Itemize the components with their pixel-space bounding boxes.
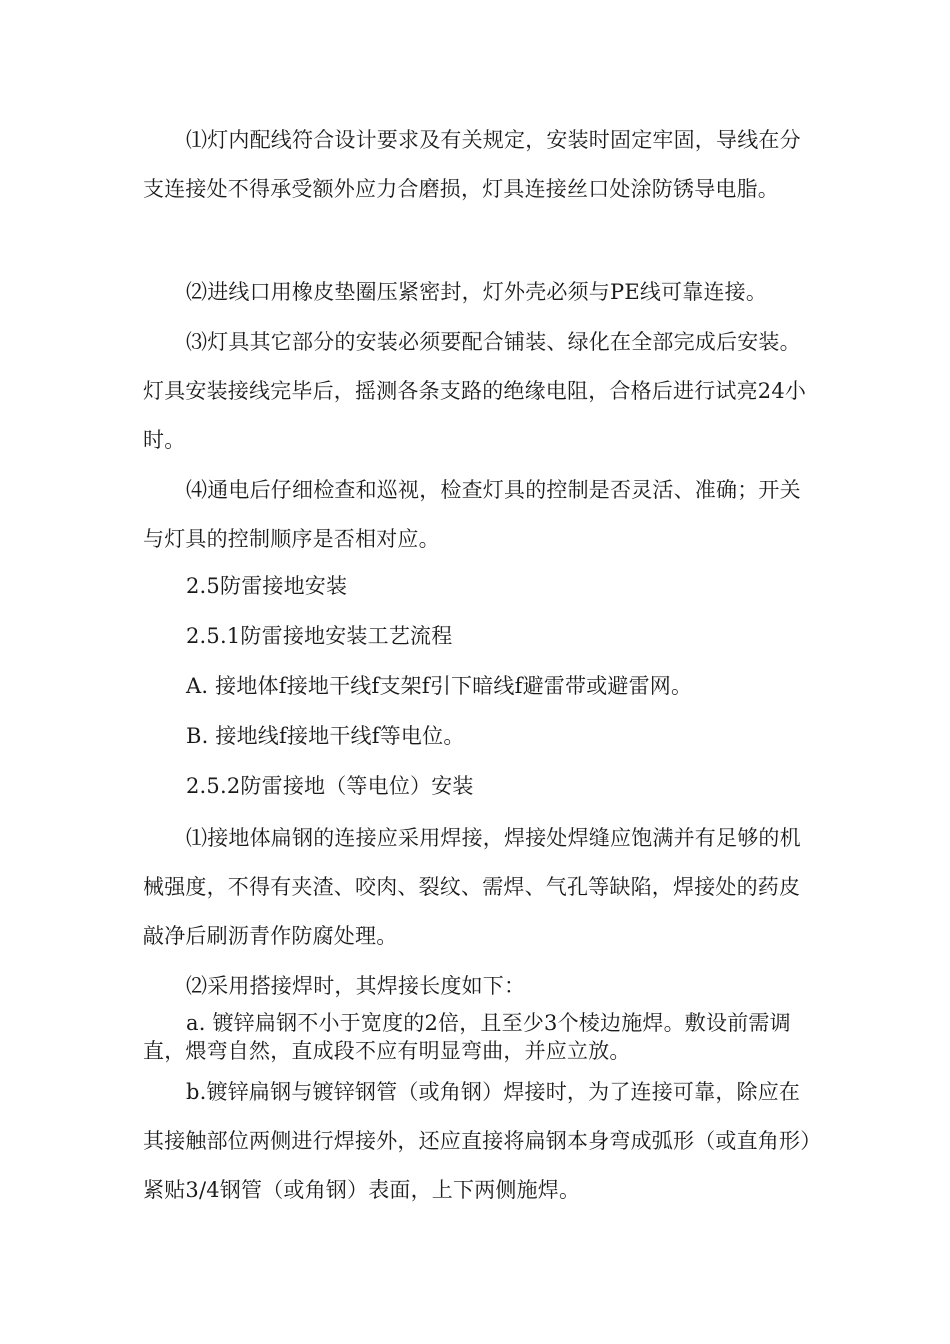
process-flow-b: B. 接地线f接地干线f等电位。	[186, 724, 465, 748]
paragraph-item-b: b.镀锌扁钢与镀锌钢管（或角钢）焊接时，为了连接可靠，除应在其接触部位两侧进行焊接外，还应直接将扁钢本身弯成弧形（或直角形）紧贴3/4钢管（或角钢）表面，上下两侧施焊。	[143, 1080, 811, 1202]
section-heading-2-5-2: 2.5.2防雷接地（等电位）安装	[186, 774, 474, 798]
paragraph-1: ⑴灯内配线符合设计要求及有关规定，安装时固定牢固，导线在分支连接处不得承受额外应力合磨损，灯具连接丝口处涂防锈导电脂。	[143, 128, 801, 201]
paragraph-welding: ⑴接地体扁钢的连接应采用焊接，焊接处焊缝应饱满并有足够的机械强度，不得有夹渣、咬肉、裂纹、需焊、气孔等缺陷，焊接处的药皮敲净后刷沥青作防腐处理。	[143, 826, 801, 948]
section-heading-2-5-1: 2.5.1防雷接地安装工艺流程	[186, 624, 453, 648]
paragraph-4: ⑷通电后仔细检查和巡视，检查灯具的控制是否灵活、准确；开关与灯具的控制顺序是否相对应。	[143, 478, 801, 551]
paragraph-lap-welding: ⑵采用搭接焊时，其焊接长度如下：	[186, 974, 526, 998]
paragraph-3: ⑶灯具其它部分的安装必须要配合铺装、绿化在全部完成后安装。灯具安装接线完毕后，摇测各条支路的绝缘电阻，合格后进行试亮24小时。	[143, 330, 807, 452]
paragraph-item-a: a. 镀锌扁钢不小于宽度的2倍，且至少3个棱边施焊。敷设前需调直，煨弯自然，直成段不应有明显弯曲，并应立放。	[143, 1011, 791, 1063]
section-heading-2-5: 2.5防雷接地安装	[186, 574, 348, 598]
process-flow-a: A. 接地体f接地干线f支架f引下暗线f避雷带或避雷网。	[186, 674, 693, 698]
paragraph-2: ⑵进线口用橡皮垫圈压紧密封，灯外壳必须与PE线可靠连接。	[186, 280, 768, 304]
